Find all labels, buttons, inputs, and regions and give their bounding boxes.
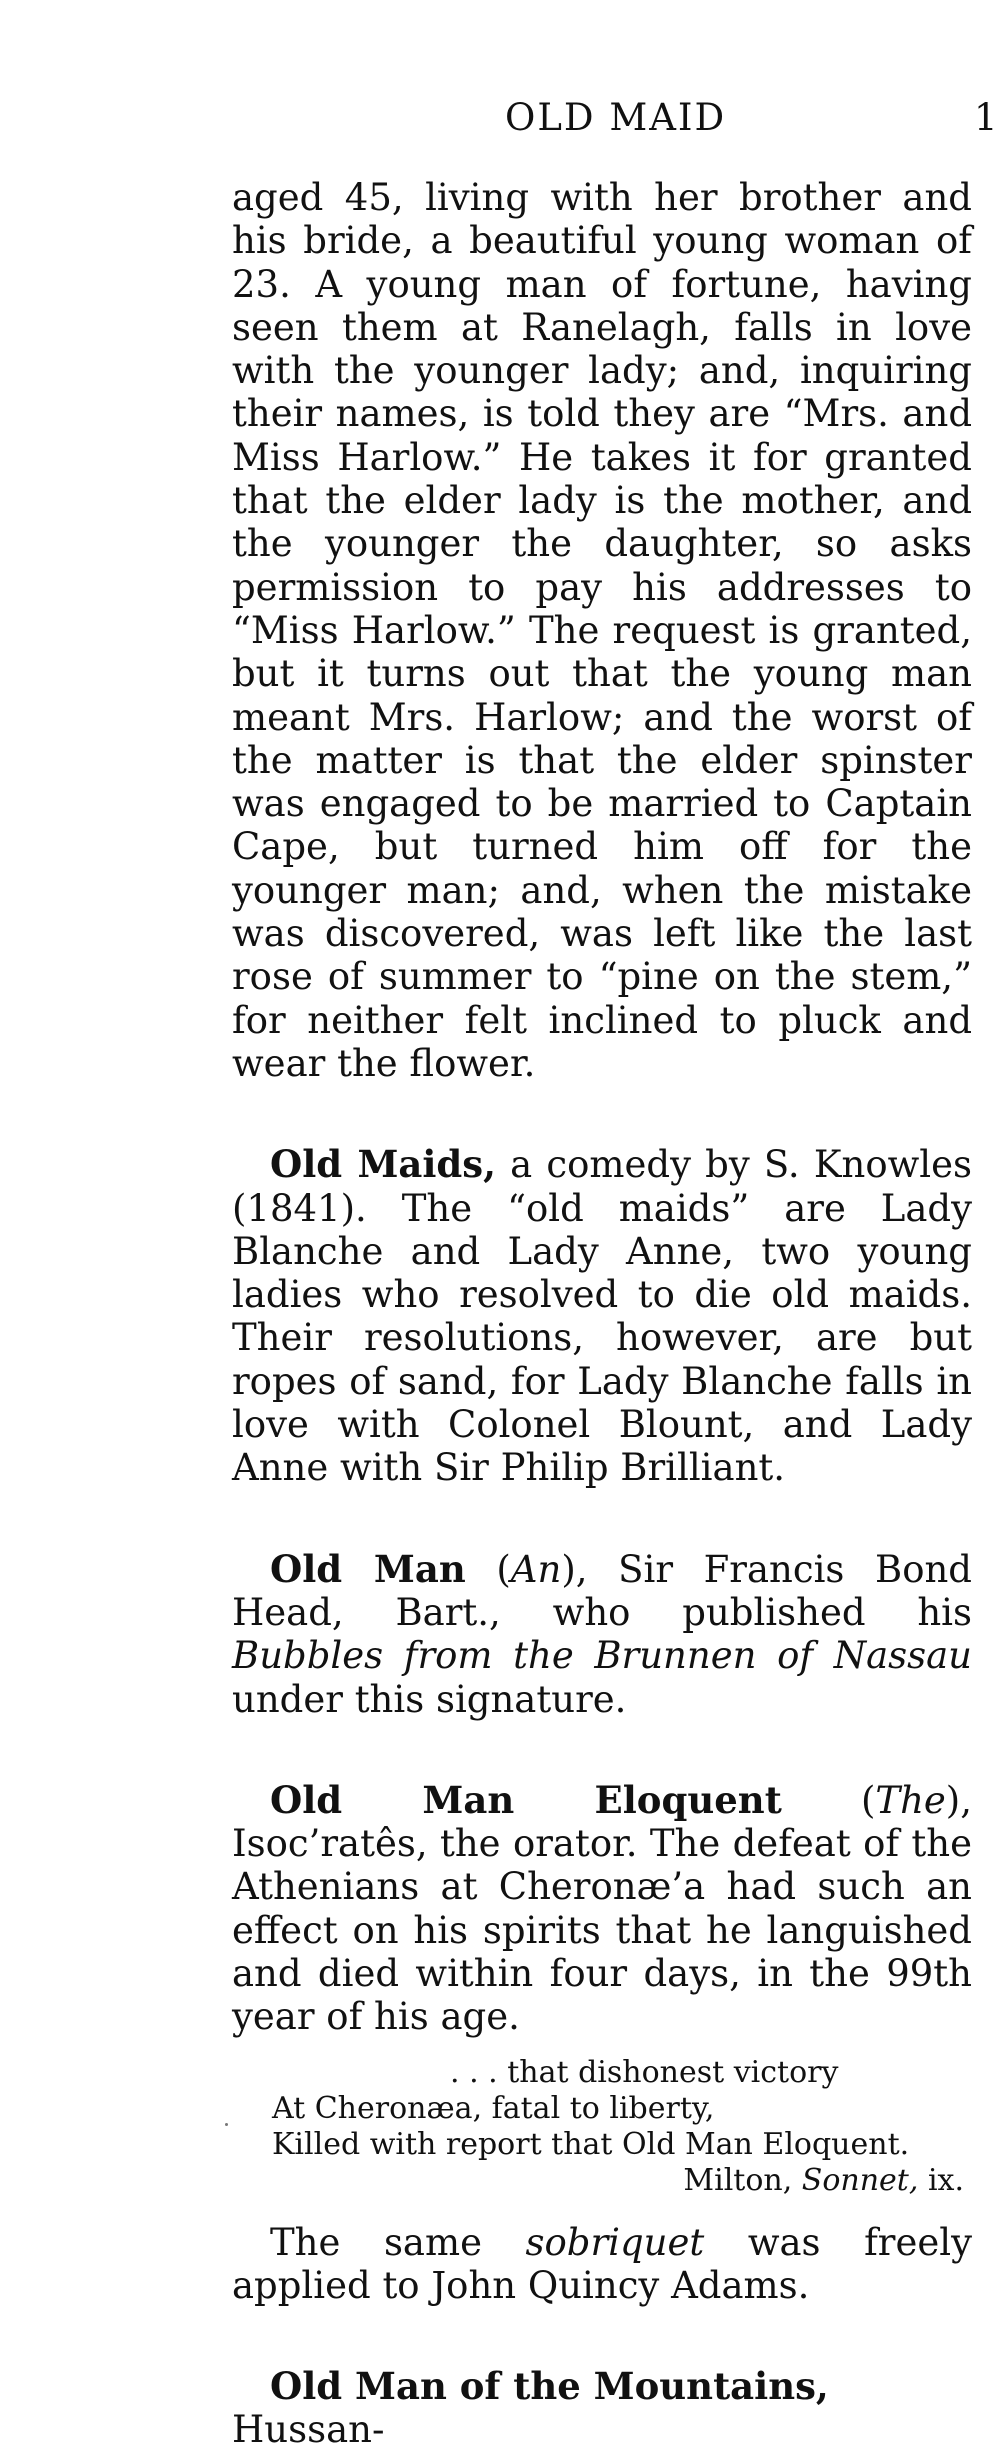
entry-old-man: [232, 1548, 972, 1721]
spacer: [232, 2307, 972, 2365]
paren: (: [781, 1778, 876, 1822]
verse-line: Killed with report that Old Man Eloquent.: [272, 2126, 910, 2162]
source-work: Sonnet,: [801, 2162, 919, 2198]
entry-article: The: [875, 1778, 946, 1822]
entry-old-man-of-the-mountains: [232, 2365, 972, 2452]
source-number: ix.: [918, 2162, 964, 2198]
entry-old-maids: [232, 1143, 972, 1489]
book-title: Bubbles from the Brunnen of Nassau: [232, 1634, 972, 1678]
page-header: [0, 96, 1000, 156]
spacer: [232, 1490, 972, 1548]
spacer: [232, 1085, 972, 1143]
entry-headword: Old Man: [270, 1546, 466, 1591]
running-head: OLD MAID: [505, 96, 727, 139]
verse-line: At Cheronæa, fatal to liberty,: [272, 2090, 715, 2126]
entry-body: ), Sir Francis Bond Head, Bart., who published his: [232, 1547, 972, 1634]
entry-headword: Old Man of the Mountains,: [270, 2364, 829, 2409]
text-span: was freely applied to John Quincy Adams.: [232, 2220, 972, 2307]
entry-article: An: [510, 1547, 562, 1591]
entry-body: ), Isoc’ratês, the orator. The defeat of the Athenians at Cheronæ’a had such an effect on his spirits that he languished and died within four days, in the 99th year of his age.: [232, 1778, 972, 2039]
entry-headword: Old Maids,: [270, 1142, 497, 1187]
page-number: 1: [974, 96, 998, 139]
text-span: The same: [270, 2220, 526, 2264]
italic-word: sobriquet: [525, 2220, 705, 2264]
paren: (: [465, 1547, 511, 1591]
spacer: [232, 1721, 972, 1779]
entry-body: a comedy by S. Knowles (1841). The “old maids” are Lady Blanche and Lady Anne, two young ladies who resolved to die old maids. Their resolutions, however, are but ropes of sand, for Lady Blanche falls in love with Colonel Blount, and Lady Anne with Sir Philip Brilliant.: [232, 1143, 972, 1490]
verse-quotation: [232, 2055, 972, 2199]
sobriquet-paragraph: [232, 2221, 972, 2308]
entry-body-end: under this signature.: [232, 1677, 627, 1721]
intro-paragraph: aged 45, living with her brother and his bride, a beautiful young woman of 23. A young man of fortune, having seen them at Ranelagh, falls in love with the younger lady; and, inquiring their names, is told they are “Mrs. and Miss Harlow.” He takes it for granted that the elder lady is the mother, and the younger the daughter, so asks permission to pay his addresses to “Miss Harlow.” The request is granted, but it turns out that the young man meant Mrs. Harlow; and the worst of the matter is that the elder spinster was engaged to be married to Captain Cape, but turned him off for the younger man; and, when the mistake was discovered, was left like the last rose of summer to “pine on the stem,” for neither felt inclined to pluck and wear the flower.: [232, 176, 972, 1085]
entry-headword: Old Man Eloquent: [270, 1777, 782, 1822]
print-speck: [225, 2123, 228, 2126]
text-column: [232, 176, 972, 2452]
verse-line: . . . that dishonest victory: [450, 2054, 839, 2090]
entry-old-man-eloquent: [232, 1779, 972, 2039]
entry-body: Hussan-: [232, 2408, 385, 2452]
source-author: Milton,: [683, 2162, 802, 2198]
verse-source: [272, 2163, 972, 2199]
